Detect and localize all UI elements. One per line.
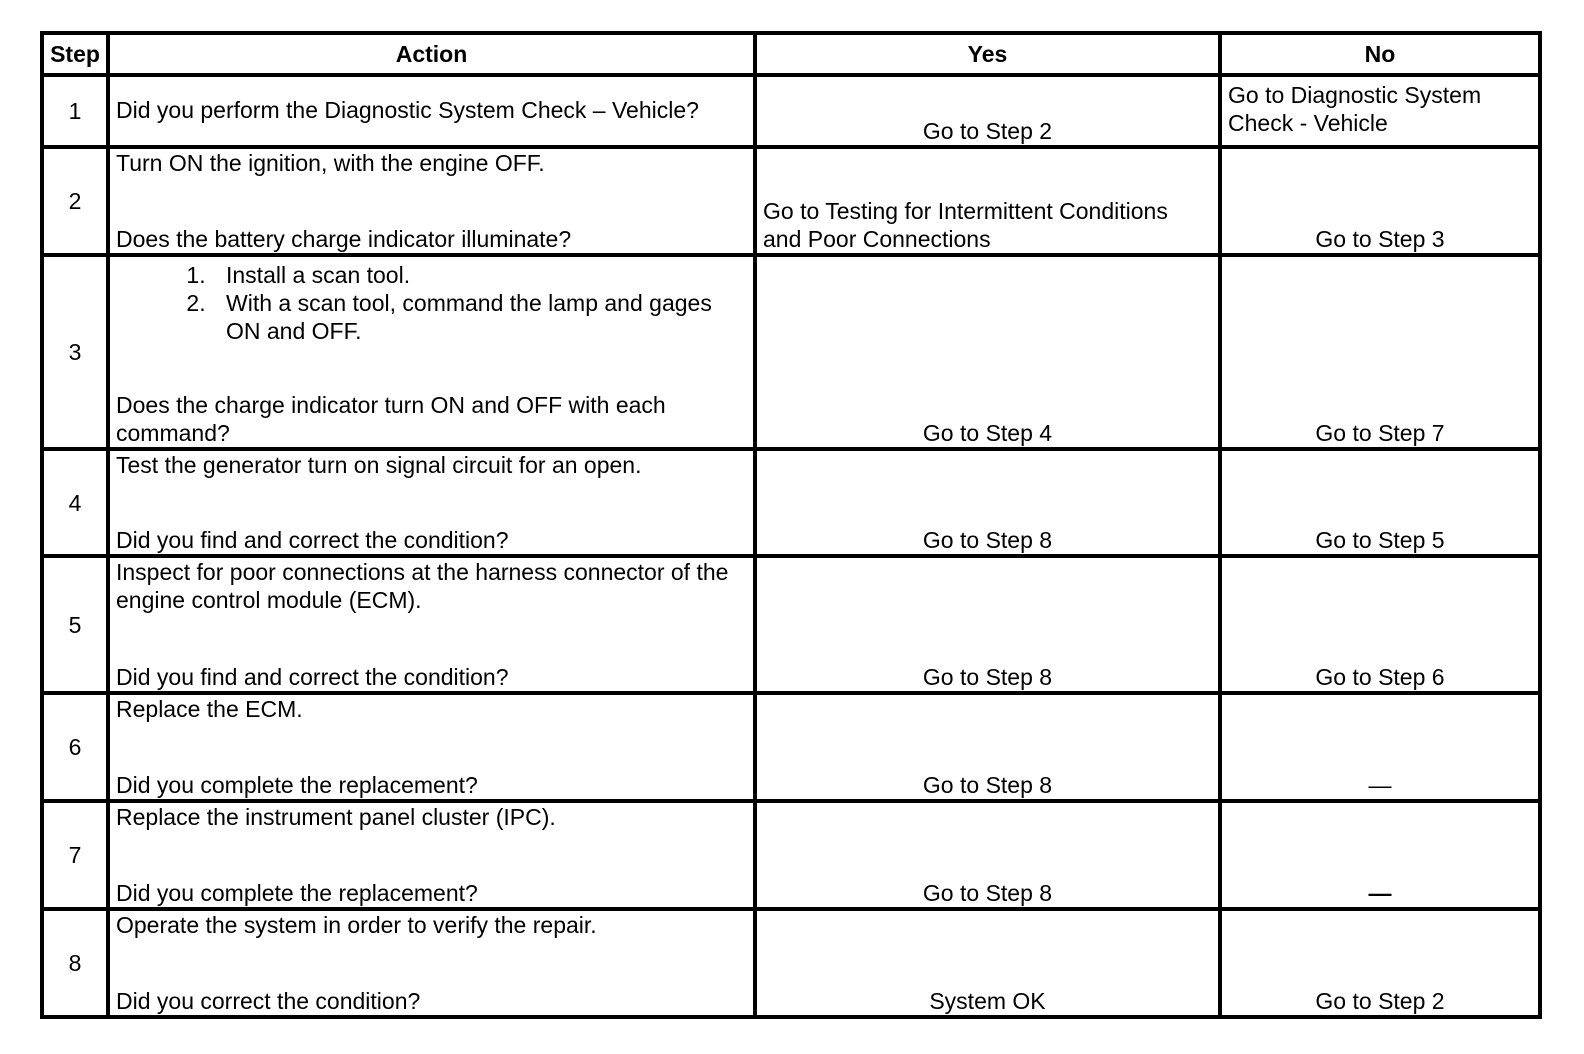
- yes-result: Go to Step 8: [755, 449, 1220, 556]
- no-result: Go to Step 5: [1220, 449, 1540, 556]
- action-cell: [108, 449, 755, 556]
- yes-result: System OK: [755, 909, 1220, 1017]
- header-step: Step: [42, 33, 108, 75]
- yes-result: Go to Step 8: [755, 693, 1220, 801]
- yes-result: Go to Step 4: [755, 255, 1220, 449]
- step-number: 4: [42, 449, 108, 556]
- action-cell: [108, 801, 755, 909]
- action-cell: [108, 255, 755, 449]
- step-number: 3: [42, 255, 108, 449]
- step-number: 7: [42, 801, 108, 909]
- diagnostic-table: [40, 31, 1542, 1019]
- no-result: Go to Step 6: [1220, 556, 1540, 693]
- substep-item: 1. Install a scan tool.: [212, 261, 747, 289]
- header-row: [42, 33, 1540, 75]
- header-action: Action: [108, 33, 755, 75]
- action-question: Did you find and correct the condition?: [116, 527, 509, 553]
- header-no: No: [1220, 33, 1540, 75]
- action-instruction: Operate the system in order to verify the repair.: [116, 912, 597, 938]
- header-yes: Yes: [755, 33, 1220, 75]
- step-number: 2: [42, 147, 108, 255]
- action-question: Did you complete the replacement?: [116, 880, 478, 906]
- no-result: —: [1220, 693, 1540, 801]
- no-result: Go to Step 2: [1220, 909, 1540, 1017]
- action-cell: [108, 556, 755, 693]
- no-result: Go to Diagnostic System Check - Vehicle: [1220, 75, 1540, 147]
- action-question: Did you perform the Diagnostic System Check – Vehicle?: [116, 97, 699, 123]
- action-instruction: Test the generator turn on signal circuit for an open.: [116, 452, 642, 478]
- action-question: Did you find and correct the condition?: [116, 664, 509, 690]
- table-row: [42, 255, 1540, 449]
- action-instruction: Replace the instrument panel cluster (IPC).: [116, 804, 556, 830]
- yes-result: Go to Step 8: [755, 801, 1220, 909]
- action-cell: [108, 693, 755, 801]
- step-number: 1: [42, 75, 108, 147]
- step-number: 8: [42, 909, 108, 1017]
- substep-item: 2. With a scan tool, command the lamp and gages ON and OFF.: [212, 289, 747, 345]
- action-question: Does the battery charge indicator illuminate?: [116, 226, 572, 252]
- action-cell: [108, 75, 755, 147]
- yes-result: Go to Step 8: [755, 556, 1220, 693]
- yes-result: Go to Step 2: [755, 75, 1220, 147]
- substep-list: [116, 261, 747, 345]
- action-cell: [108, 909, 755, 1017]
- action-instruction: Replace the ECM.: [116, 696, 303, 722]
- action-instruction: Inspect for poor connections at the harness connector of the engine control module (ECM).: [116, 559, 729, 613]
- yes-result: Go to Testing for Intermittent Conditions and Poor Connections: [755, 147, 1220, 255]
- table-row: [42, 556, 1540, 693]
- no-result: —: [1220, 801, 1540, 909]
- step-number: 5: [42, 556, 108, 693]
- action-question: Did you complete the replacement?: [116, 772, 478, 798]
- table-row: [42, 801, 1540, 909]
- step-number: 6: [42, 693, 108, 801]
- table-row: [42, 693, 1540, 801]
- table-row: [42, 75, 1540, 147]
- no-result: Go to Step 3: [1220, 147, 1540, 255]
- table-row: [42, 147, 1540, 255]
- action-question: Did you correct the condition?: [116, 988, 421, 1014]
- table-row: [42, 449, 1540, 556]
- action-cell: [108, 147, 755, 255]
- table-row: [42, 909, 1540, 1017]
- action-instruction: Turn ON the ignition, with the engine OFF.: [116, 150, 545, 176]
- no-result: Go to Step 7: [1220, 255, 1540, 449]
- action-question: Does the charge indicator turn ON and OFF with each command?: [116, 392, 666, 446]
